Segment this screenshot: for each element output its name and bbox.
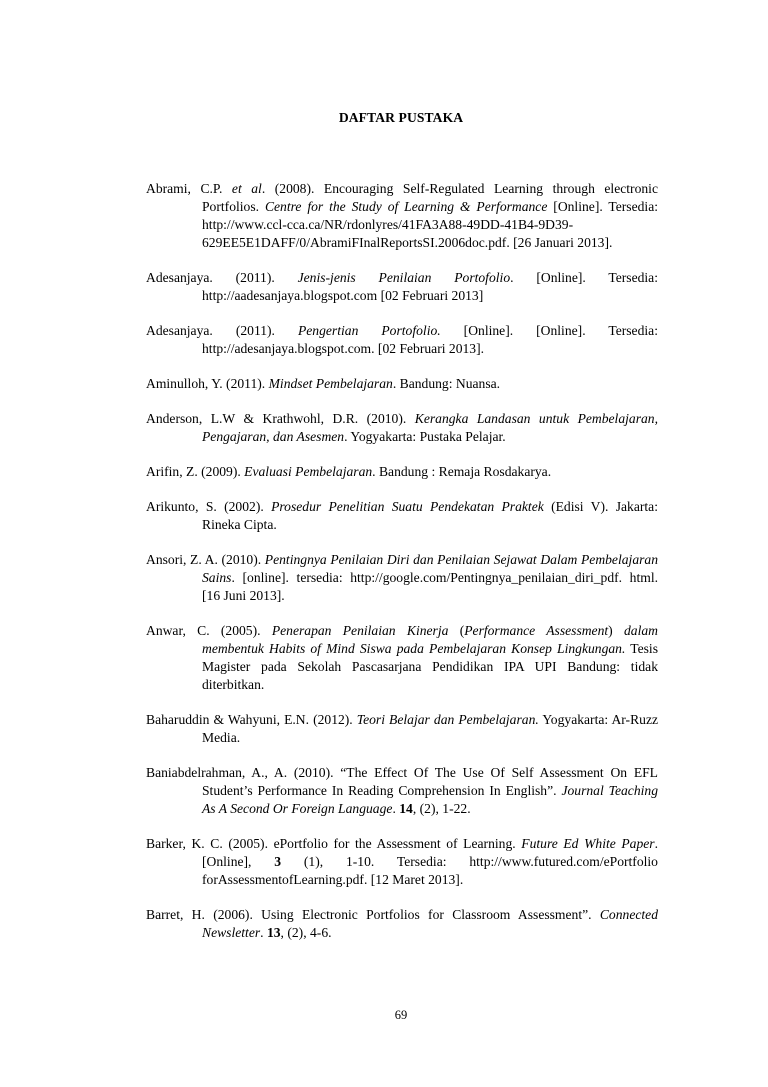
reference-entry [146,375,658,393]
reference-text: Kerangka Landasan untuk Pembelajaran, Pengajaran, dan Asesmen [202,411,658,444]
reference-text: 3 [274,854,282,869]
reference-text: (Edisi V). Jakarta: Rineka Cipta. [202,499,658,532]
reference-entry [146,322,658,358]
reference-text: . (2008). Encouraging Self-Regulated Learning through electronic Portfolios. [202,181,658,214]
reference-text: 13 [266,925,281,940]
reference-text: . Bandung : Remaja Rosdakarya. [372,464,552,479]
reference-text: Evaluasi Pembelajaran [244,464,373,479]
reference-entry [146,410,658,446]
reference-entry [146,180,658,252]
reference-text: Baharuddin & Wahyuni, E.N. (2012). [146,712,357,727]
reference-text: Centre for the Study of Learning & Performance [264,199,548,214]
reference-entry [146,764,658,818]
reference-text: Adesanjaya. (2011). [146,323,298,338]
reference-text: . [260,925,267,940]
page-number: 69 [394,1008,408,1022]
reference-text: Performance Assessment [464,623,609,638]
reference-entry [146,269,658,305]
reference-text: . [Online], [202,836,659,869]
reference-text: Future Ed White Paper [521,836,655,851]
reference-text: (1), 1-10. Tersedia: http://www.futured.com/ePortfolio forAssessmentofLearning.pdf. [12 Maret 2013]. [202,854,658,887]
reference-text: , (2), 1-22. [412,801,471,816]
reference-text: et al [231,181,262,196]
reference-entry [146,906,658,942]
reference-text: Penerapan Penilaian Kinerja [271,623,449,638]
reference-entry [146,711,658,747]
reference-text: Anwar, C. (2005). [146,623,272,638]
reference-text: 14 [399,801,413,816]
reference-text: . [392,801,400,816]
reference-text: . [online]. tersedia: http://google.com/Pentingnya_penilaian_diri_pdf. html. [16 Juni 2013]. [202,570,658,603]
reference-text: Journal Teaching As A Second Or Foreign Language [202,783,658,816]
reference-text: Jenis-jenis Penilaian Portofolio [297,270,511,285]
reference-text: Ansori, Z. A. (2010). [146,552,265,567]
reference-text: Pengertian Portofolio. [297,323,441,338]
reference-text: . [Online]. Tersedia: http://aadesanjaya.blogspot.com [02 Februari 2013] [202,270,658,303]
reference-text: Baniabdelrahman, A., A. (2010). “The Effect Of The Use Of Self Assessment On EFL Student’s Performance In Reading Comprehension In English”. [146,765,658,798]
reference-entry [146,498,658,534]
reference-text: Aminulloh, Y. (2011). [146,376,269,391]
reference-entry [146,835,658,889]
reference-text: ) [608,623,624,638]
reference-list [146,180,658,959]
reference-text: Teori Belajar dan Pembelajaran. [356,712,539,727]
reference-text: Tesis Magister pada Sekolah Pascasarjana Pendidikan IPA UPI Bandung: tidak diterbitkan. [202,641,659,692]
reference-text: . Bandung: Nuansa. [392,376,501,391]
reference-entry [146,463,658,481]
reference-text: Abrami, C.P. [146,181,232,196]
reference-text: Arifin, Z. (2009). [146,464,245,479]
reference-text: Barret, H. (2006). Using Electronic Portfolios for Classroom Assessment”. [146,907,600,922]
reference-text: , (2), 4-6. [280,925,332,940]
reference-text: Anderson, L.W & Krathwohl, D.R. (2010). [146,411,415,426]
reference-text: Adesanjaya. (2011). [146,270,298,285]
reference-text: . Yogyakarta: Pustaka Pelajar. [344,429,506,444]
reference-text: ( [448,623,465,638]
reference-text: Connected Newsletter [202,907,658,940]
reference-text: [Online]. [Online]. Tersedia: http://adesanjaya.blogspot.com. [02 Februari 2013]. [202,323,658,356]
reference-text: Barker, K. C. (2005). ePortfolio for the Assessment of Learning. [146,836,522,851]
reference-text: Prosedur Penelitian Suatu Pendekatan Praktek [271,499,544,514]
page-title: DAFTAR PUSTAKA [338,110,464,125]
reference-text: dalam membentuk Habits of Mind Siswa pada Pembelajaran Konsep Lingkungan. [202,623,658,656]
reference-text: Mindset Pembelajaran [268,376,393,391]
reference-text: Pentingnya Penilaian Diri dan Penilaian Sejawat Dalam Pembelajaran Sains [202,552,658,585]
reference-text: Yogyakarta: Ar-Ruzz Media. [202,712,659,745]
reference-entry [146,551,658,605]
reference-entry [146,622,658,694]
reference-text: [Online]. Tersedia: http://www.ccl-cca.ca/NR/rdonlyres/41FA3A88-49DD-41B4-9D39-629EE5E1DAFF/0/AbramiFInalReportsSI.2006doc.pdf. [26 Januari 2013]. [202,199,659,250]
reference-text: Arikunto, S. (2002). [146,499,272,514]
